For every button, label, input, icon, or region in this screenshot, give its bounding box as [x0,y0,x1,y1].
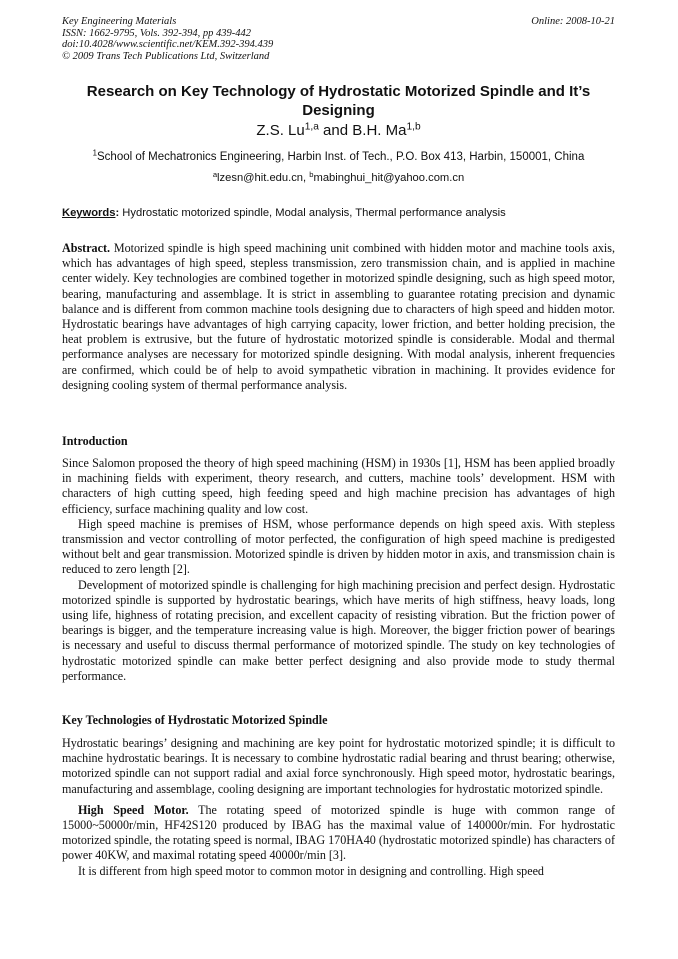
keywords-colon: : [115,207,120,219]
email-a: lzesn@hit.edu.cn, [217,172,310,184]
intro-paragraph-2: High speed machine is premises of HSM, whose performance depends on high speed axis. With stepless transmission and vector controlling of motor perfected, the configuration of high speed machine is predigested without belt and gear transmission. Motorized spindle is driven by hidden motor in axis, and transmission chain is reduced to zero length [2]. [62,516,615,577]
paper-title: Research on Key Technology of Hydrostatic Motorized Spindle and It’s Designing [86,83,591,119]
key-paragraph-1: Hydrostatic bearings’ designing and machining are key point for hydrostatic motorized spindle; it is difficult to machine hydrostatic bearings. It is necessary to combine hydrostatic radial bearing and thrust bearing; otherwise, motorized spindle can not support radial and axial force synchronously. High speed motor, hydrostatic bearings, manufacturing and assemblage, cooling designing are important technologies for hydrostatic motorized spindle. [62,736,615,796]
journal-name: Key Engineering Materials [62,16,177,27]
doi-line: doi:10.4028/www.scientific.net/KEM.392-394.439 [62,39,274,51]
introduction-heading: Introduction [62,434,128,448]
author-line [62,122,615,140]
author-2-affil-mark: 1,b [406,121,421,133]
key-paragraph-2-text: The rotating speed of motorized spindle is huge with common range of 15000~50000r/min, HF42S120 produced by IBAG has the maximal value of 140000r/min. For hydrostatic motorized spindle, the rotating speed is normal, IBAG 170HA40 (hydrostatic motorized spindle) has characters of power 40KW, and maximal rotating speed 40000r/min [3]. [62,802,615,863]
affiliation-mark: 1 [92,148,97,158]
author-1: Z.S. Lu [256,122,305,139]
key-paragraph-3: It is different from high speed motor to common motor in designing and controlling. High speed [78,863,544,878]
keywords-text: Hydrostatic motorized spindle, Modal analysis, Thermal performance analysis [119,207,506,219]
journal-header [62,16,615,62]
email-b-mark: b [309,169,314,179]
online-date: Online: 2008-10-21 [531,16,615,27]
author-conjunction: and [318,122,353,139]
affiliation-text: School of Mechatronics Engineering, Harbin Inst. of Tech., P.O. Box 413, Harbin, 150001, China [97,151,585,163]
key-paragraph-2 [62,803,615,864]
keywords [62,206,615,220]
email-a-mark: a [212,169,218,179]
intro-paragraph-1: Since Salomon proposed the theory of high speed machining (HSM) in 1930s [1], HSM has been applied broadly in machining fields with experiment, theory research, and cutters, machine tools’ development. HSM with characters of high cutting speed, high feeding speed and high machine precision has advantages of high efficiency, surface machining quality and low cost. [62,456,615,516]
author-2: B.H. Ma [352,122,407,139]
key-technologies-section [62,736,615,879]
keywords-label: Keywords [62,207,116,219]
author-1-affil-mark: 1,a [304,121,319,133]
intro-paragraph-3: Development of motorized spindle is challenging for high machining precision and perfect design. Hydrostatic motorized spindle is supported by hydrostatic bearings, which have merits of high stiffness, heavy loads, long using life, highness of rotating precision, and excellent capacity of resisting vibration. But the friction power of bearings is bigger, and the temperature increasing value is high. Moreover, the bigger friction power of bearings is necessary and useful to discuss thermal performance of motorized spindle. The study on key technologies of hydrostatic motorized spindle can make better perfect designing and also provide mode to study thermal performance. [62,577,615,683]
abstract-label: Abstract. [62,241,111,255]
email-line [62,171,615,185]
issn-line: ISSN: 1662-9795, Vols. 392-394, pp 439-442 [62,27,251,39]
high-speed-motor-label: High Speed Motor. [78,802,189,817]
introduction-section [62,456,615,684]
copyright-line: © 2009 Trans Tech Publications Ltd, Switzerland [62,50,270,62]
email-b: mabinghui_hit@yahoo.com.cn [313,172,465,184]
abstract [62,241,615,393]
key-technologies-heading: Key Technologies of Hydrostatic Motorized Spindle [62,713,328,727]
affiliation [62,150,615,164]
abstract-text: Motorized spindle is high speed machining unit combined with hidden motor and machine tools axis, which has advantages of high speed, stepless transmission, zero transmission chain, and is applied in machine center widely. Key technologies are combined together in motorized spindle designing, such as high speed motor, bearing, manufacturing and assemblage. It is strict in assembling to guarantee rotating precision and dynamic balance and is different from common machine tools designing due to characters of high speed and hidden motor. Hydrostatic bearings have advantages of high carrying capacity, lower friction, and better holding precision, the heat problem is extrusive, but the future of hydrostatic motorized spindle is considerable. Modal and thermal performance analyses are necessary for motorized spindle designing. With modal analysis, inherent frequencies are confirmed, which could be of help to avoid sympathetic vibration in machining. It provides evidence for designing cooling system of thermal performance analysis. [62,241,615,392]
